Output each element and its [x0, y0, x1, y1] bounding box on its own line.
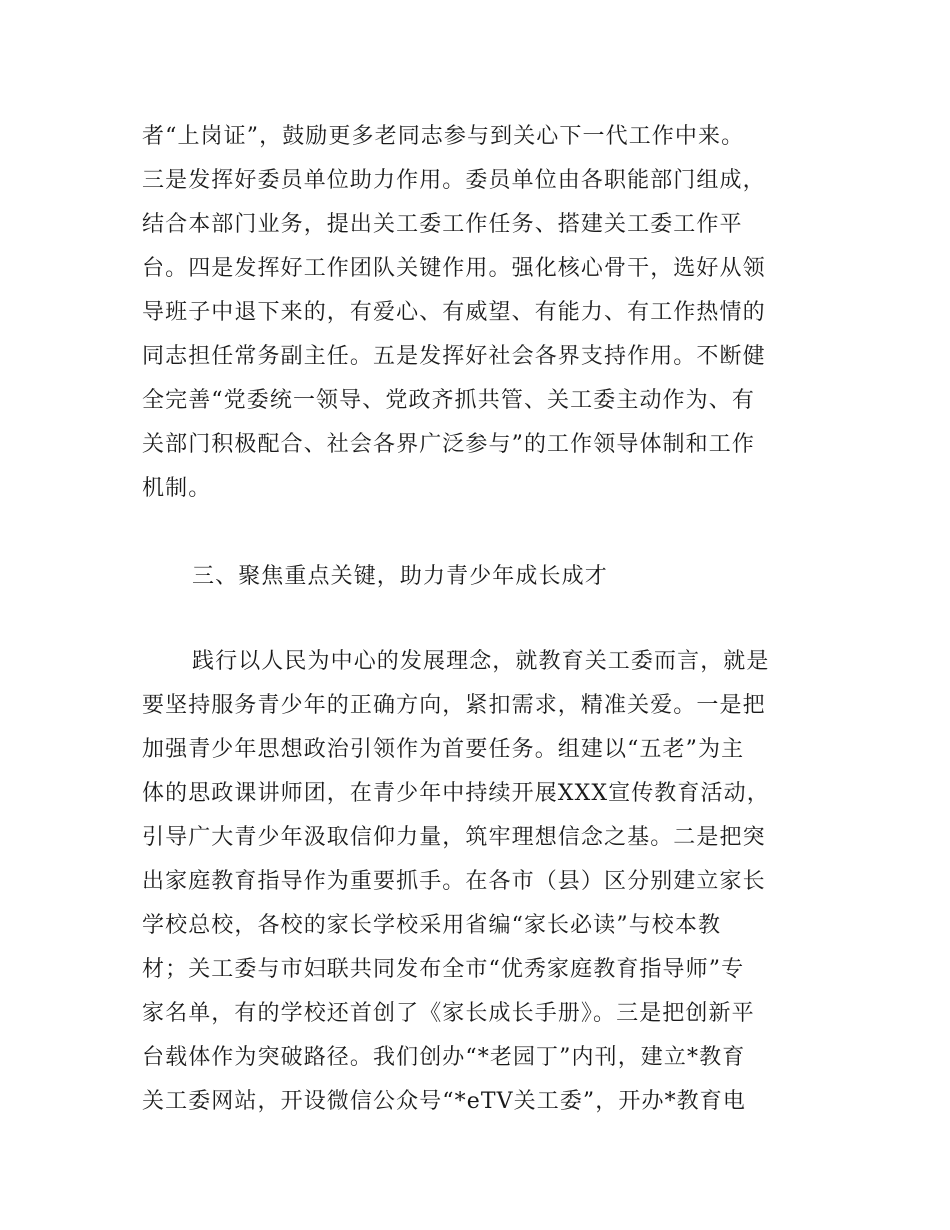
section-heading: 三、聚焦重点关键，助力青少年成长成才 — [192, 564, 608, 589]
paragraph-1-line-8: 关部门积极配合、社会各界广泛参与”的工作领导体制和工作 — [142, 432, 755, 457]
paragraph-1-line-7: 全完善“党委统一领导、党政齐抓共管、关工委主动作为、有 — [142, 388, 755, 413]
paragraph-1-line-6: 同志担任常务副主任。五是发挥好社会各界支持作用。不断健 — [142, 344, 766, 369]
paragraph-1-line-5: 导班子中退下来的，有爱心、有威望、有能力、有工作热情的 — [142, 300, 766, 325]
paragraph-1-line-9: 机制。 — [142, 476, 212, 501]
paragraph-2-line-5: 引导广大青少年汲取信仰力量，筑牢理想信念之基。二是把突 — [142, 825, 766, 850]
paragraph-2-line-9: 家名单，有的学校还首创了《家长成长手册》。三是把创新平 — [142, 1001, 755, 1026]
paragraph-2-line-10: 台载体作为突破路径。我们创办“*老园丁”内刊，建立*教育 — [142, 1045, 746, 1070]
paragraph-1-line-1: 者“上岗证”，鼓励更多老同志参与到关心下一代工作中来。 — [142, 124, 745, 149]
paragraph-2-line-4: 体的思政课讲师团，在青少年中持续开展XXX宣传教育活动， — [142, 781, 770, 806]
paragraph-2-line-11: 关工委网站，开设微信公众号“*eTV关工委”，开办*教育电 — [142, 1089, 746, 1114]
paragraph-1-line-4: 台。四是发挥好工作团队关键作用。强化核心骨干，选好从领 — [142, 256, 766, 281]
paragraph-2-line-1: 践行以人民为中心的发展理念，就教育关工委而言，就是 — [192, 649, 770, 674]
paragraph-2-line-3: 加强青少年思想政治引领作为首要任务。组建以“五老”为主 — [142, 737, 745, 762]
paragraph-1-line-2: 三是发挥好委员单位助力作用。委员单位由各职能部门组成， — [142, 168, 766, 193]
paragraph-1-line-3: 结合本部门业务，提出关工委工作任务、搭建关工委工作平 — [142, 212, 743, 237]
paragraph-2-line-8: 材；关工委与市妇联共同发布全市“优秀家庭教育指导师”专 — [142, 957, 745, 982]
paragraph-2-line-6: 出家庭教育指导作为重要抓手。在各市（县）区分别建立家长 — [142, 869, 766, 894]
paragraph-2-line-2: 要坚持服务青少年的正确方向，紧扣需求，精准关爱。一是把 — [142, 693, 766, 718]
paragraph-2-line-7: 学校总校，各校的家长学校采用省编“家长必读”与校本教 — [142, 913, 722, 938]
